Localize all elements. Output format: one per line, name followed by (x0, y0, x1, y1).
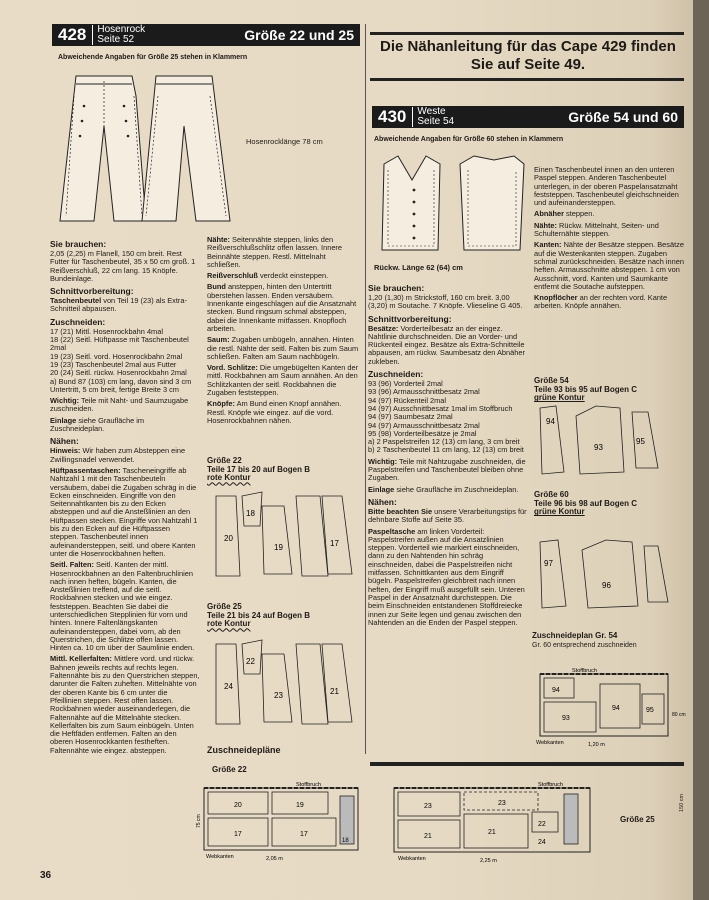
svg-text:94: 94 (552, 687, 560, 694)
svg-text:2,05 m: 2,05 m (266, 856, 283, 862)
piece-label-23: 23 (274, 691, 283, 700)
svg-text:1,20 m: 1,20 m (588, 742, 605, 748)
pattern-428-header (52, 24, 360, 46)
size-note: Abweichende Angaben für Größe 25 stehen in Klammern (58, 54, 248, 61)
plan-22-label: Größe 22 (212, 765, 247, 774)
instruction-paragraph: Nähte: Rückw. Mittelnaht, Seiten- und Schulternähte steppen. (534, 220, 659, 239)
svg-text:17: 17 (234, 831, 242, 838)
instruction-paragraph: Kanten: Nähte der Besätze steppen. Besätze auf die Westenkanten steppen. Zugaben schmal zurückschneiden. Besätze nach innen heften. Armausschnitte absteppen. 1 cm von Ausschnitt, vord. Kanten und Saumkante entfernt die Soutache aufsteppen. (534, 240, 684, 291)
piece-label-19: 19 (274, 543, 283, 552)
svg-text:75 cm: 75 cm (196, 814, 202, 828)
instruction-paragraph: Bund ansteppen, hinten den Untertritt überstehen lassen. Enden versäubern. Innenkante eingeschlagen auf die Ansatznaht stecken. Bund ringsum schmal absteppen, dabei die Innenkante mitfassen. Knopfloch arbeiten. (207, 282, 357, 333)
size-54-pieces (536, 402, 684, 480)
cut-list-item: 19 (23) Seitl. vord. Hosenrockbahn 2mal (50, 351, 183, 361)
svg-text:19: 19 (296, 802, 304, 809)
cut-list-item: 20 (24) Seitl. rückw. Hosenrockbahn 2mal (50, 368, 187, 378)
svg-text:23: 23 (498, 800, 506, 807)
skirt-length: Hosenrocklänge 78 cm (246, 137, 323, 146)
cut-list-item: a) 2 Paspelstreifen 12 (13) cm lang, 3 cm breit (368, 437, 520, 447)
cut-list-item: 94 (97) Saumbesatz 2mal (368, 412, 453, 422)
svg-text:21: 21 (424, 833, 432, 840)
cut-list-item: b) 2 Taschenbeutel 11 cm lang, 12 (13) cm breit (368, 445, 524, 455)
cutting-plan-54-heading: Zuschneideplan Gr. 54 (532, 631, 618, 640)
cut-list-item: 17 (21) Mittl. Hosenrockbahn 4mal (50, 326, 163, 336)
cut-list-item: 19 (23) Taschenbeutel 2mal aus Futter (50, 359, 177, 369)
skirt-illustration (54, 66, 244, 226)
svg-text:21: 21 (488, 829, 496, 836)
piece-label-17: 17 (330, 539, 339, 548)
instruction-paragraph: Vord. Schlitze: Die umgebügelten Kanten der mittl. Rockbahnen am Saum annähen. An den Schlitzkanten der seitl. Rockbahnen die Zugaben feststeppen. (207, 363, 359, 398)
size-22-info: Größe 22 Teile 17 bis 20 auf Bogen B rote Kontur (207, 456, 310, 483)
svg-text:96: 96 (602, 581, 611, 590)
size-25-pieces (212, 634, 360, 730)
cutting-plan-54-note: Gr. 60 entsprechend zuschneiden (532, 642, 637, 649)
svg-text:Webkanten: Webkanten (398, 856, 426, 862)
piece-label-20: 20 (224, 534, 233, 543)
svg-text:23: 23 (424, 803, 432, 810)
svg-text:97: 97 (544, 559, 553, 568)
svg-text:93: 93 (594, 443, 603, 452)
svg-text:Stoffbruch: Stoffbruch (296, 782, 321, 788)
svg-text:Webkanten: Webkanten (206, 854, 234, 860)
instruction-paragraph: Abnäher steppen. (534, 209, 595, 219)
vest-illustration (378, 150, 526, 260)
piece-label-22: 22 (246, 657, 255, 666)
svg-text:95: 95 (636, 437, 645, 446)
cut-list-item: 94 (97) Ausschnittbesatz 1mal im Stoffbruch (368, 403, 513, 413)
pattern-number: 428 (58, 25, 87, 44)
svg-text:24: 24 (538, 839, 546, 846)
instruction-paragraph: Reißverschluß verdeckt einsteppen. (207, 271, 329, 281)
svg-text:Stoffbruch: Stoffbruch (572, 668, 597, 674)
size-22-pieces (212, 486, 360, 582)
cut-list-item: 93 (96) Vorderteil 2mal (368, 379, 443, 389)
size-range-430: Größe 54 und 60 (568, 109, 678, 125)
instruction-paragraph: Einen Taschenbeutel innen an den unteren Paspel steppen. Anderen Taschenbeutel unterlegen, in der oberen Paspelansatznaht feststeppen. Taschenbeutel gleichschneiden und aufeinandersteppen. (534, 165, 679, 208)
svg-text:93: 93 (562, 715, 570, 722)
cut-list-item: 93 (96) Armausschnittbesatz 2mal (368, 387, 480, 397)
next-page-edge (693, 0, 709, 900)
column-divider (365, 24, 366, 754)
cutting-plans-heading: Zuschneidepläne (207, 745, 281, 755)
vest-length: Rückw. Länge 62 (64) cm (374, 263, 463, 272)
svg-text:Webkanten: Webkanten (536, 740, 564, 746)
pattern-title: Hosenrock Seite 52 (92, 25, 145, 45)
svg-text:95: 95 (646, 707, 654, 714)
ad-bottom-rule (370, 78, 684, 81)
size-60-info: Größe 60 Teile 96 bis 98 auf Bogen C grüne Kontur (534, 490, 637, 517)
left-column-2 (207, 236, 359, 428)
svg-text:94: 94 (612, 705, 620, 712)
cut-list-item: a) Bund 87 (103) cm lang, davon sind 3 cm Untertritt, 5 cm breit, fertige Breite 3 cm (50, 376, 192, 394)
plan-height: 150 cm (679, 793, 685, 812)
ad-top-rule (370, 32, 684, 35)
cut-list-item: 95 (98) Vorderteilbesätze je 2mal (368, 428, 477, 438)
instruction-paragraph: Saum: Zugaben umbügeln, annähen. Hinten die restl. Nähte der seitl. Falten bis zum Saum schließen. Falten am Saum nachbügeln. (207, 335, 359, 361)
instruction-paragraph: Nähte: Seitennähte steppen, links den Reißverschlußschlitz offen lassen. Innere Beinnähte steppen. Restl. Mittelnaht schließen. (207, 235, 343, 269)
size-54-info: Größe 54 Teile 93 bis 95 auf Bogen C grüne Kontur (534, 376, 637, 403)
size-note-430: Abweichende Angaben für Größe 60 stehen in Klammern (374, 136, 564, 143)
pattern-number-430: 430 (378, 107, 407, 126)
cutting-plan-22 (196, 782, 366, 862)
cut-list-item: 18 (22) Seitl. Hüftpasse mit Taschenbeutel 2mal (50, 335, 189, 353)
svg-text:80 cm: 80 cm (672, 712, 686, 718)
svg-text:Stoffbruch: Stoffbruch (538, 782, 563, 788)
svg-text:17: 17 (300, 831, 308, 838)
piece-label-24: 24 (224, 682, 233, 691)
left-column-1: Sie brauchen: 2,05 (2,25) m Flanell, 150 cm breit. Rest Futter für Taschenbeutel, 35 x 50 cm groß. 1 Reißverschluß, 22 cm lang. 15 Knöpfe. Bundeinlage. Schnittvorbereitung: Taschenbeutel von Teil 19 (23) als Extra-Schnitteil abpausen. Zuschneiden: 17 (21) Mittl. Hosenrockbahn 4mal 18 (22) Seitl. Hüftpasse mit Taschenbeutel 2mal 19 (23) Seitl. vord. Hosenrockbahn 2mal 19 (23) Taschenbeutel 2mal aus Futter 20 (24) Seitl. rückw. Hosenrockbahn 2mal a) Bund 87 (103) cm lang, davon sind 3 cm Untertritt, 5 cm breit, fertige Breite 3 cm Wichtig: Teile mit Naht- und Saumzugabe zuschneiden. Einlage siehe Graufläche im Zuschneideplan. Nähen: Hinweis: Wir haben zum Absteppen eine Zwillingsnadel verwendet. Hüftpassentaschen: Tascheneingriffe ab Nahtzahl 1 mit den Taschenbeuteln versäubern, dabei die Zugaben schräg in die Ecken einschneiden. Eingriffe von den Seitennahtkanten bis zu den Ecken absteppen und auf die Ansteßlinien an den Hüftpassen stecken. Eingriffe von Nahtzahl 1 bis zu den Ecken auf die Hüftpassen steppen. Taschenbeutel innen aufeinandersteppen, seitl. und obere Kanten unter die Hosenrockbahnen heften. Seitl. Falten: Seitl. Kanten der mittl. Hosenrockbahnen an den Faltenbruchlinien nach innen heften, bügeln. Kanten, die Ansteßlinien treffend, auf die seitl. Rockbahnen stecken und wie eingez. feststeppen. Beachten Sie dabei die unterschiedlichen Stepplinien für vorn und hinten. Innere Faltenlängskanten aufeinandersteppen, dabei vorn, ab den Querstrichen, die Schlitze offen lassen. Hinten ca. 10 cm über der Saumlinie enden. Mittl. Kellerfalten: Mittlere vord. und rückw. Bahnen jeweils rechts auf rechts legen. Faltennähte bis zu den Querstrichen steppen, darunter die Falten zuheften. Mittelnähte von der oberen Kante bis 6 cm unter die Pfeillinien steppen. Rest offen lassen. Rockbahnen wieder auseinanderlegen, die Faltennähte auf die Mittelnähte stecken. Kellerfalten bis zum Saum einbügeln. Unten die Heftfäden entfernen. Falten an den oberen Hosenrockkanten festheften. Faltennähte wie eingez. absteppen. (50, 239, 200, 755)
piece-label-21: 21 (330, 687, 339, 696)
svg-text:18: 18 (342, 838, 349, 844)
svg-text:20: 20 (234, 802, 242, 809)
instruction-paragraph: Knopflöcher an der rechten vord. Kante arbeiten. Knöpfe annähen. (534, 293, 668, 311)
size-range: Größe 22 und 25 (244, 27, 354, 43)
right-column-1: Sie brauchen: 1,20 (1,30) m Strickstoff, 160 cm breit. 3,00 (3,20) m Soutache. 7 Knöpfe. Vlieseline G 405. Schnittvorbereitung: Besätze: Vorderteilbesatz an der eingez. Nahtlinie durchschneiden. Die an Vorder- und Rückenteil eingez. Besätze als Extra-Schnitteile abpausen, am rückw. Saumbesatz den Abnäher zukleben. Zuschneiden: 93 (96) Vorderteil 2mal 93 (96) Armausschnittbesatz 2mal 94 (97) Rückenteil 2mal 94 (97) Ausschnittbesatz 1mal im Stoffbruch 94 (97) Saumbesatz 2mal 94 (97) Armausschnittbesatz 2mal 95 (98) Vorderteilbesätze je 2mal a) 2 Paspelstreifen 12 (13) cm lang, 3 cm breit b) 2 Taschenbeutel 11 cm lang, 12 (13) cm breit Wichtig: Teile mit Nahtzugabe zuschneiden, die Paspelstreifen und Taschenbeutel bleiben ohne Zugaben. Einlage siehe Graufläche im Zuschneideplan. Nähen: Bitte beachten Sie unsere Verarbeitungstips für dehnbare Stoffe auf Seite 35. Paspeltasche am linken Vorderteil: Paspelstreifen außen auf die Ansatzlinien steppen. Vorderteil wie markiert einschneiden, dann zu den Nahtenden hin schräg einschneiden, dabei die Paspelstreifen nicht mitfassen. Schnittkanten aus dem Eingriff bügeln. Paspelstreifen gleichbreit nach innen heften, der Eingriff muß ausgefüllt sein. Unteren Paspel in der Ansatznaht durchsteppen. Die beim Einschneiden entstandenen Stoffdreiecke innen zur Seite legen und genau zwischen den Nahtenden an die Enden der Paspel steppen. (368, 283, 527, 627)
cape-notice: Die Nähanleitung für das Cape 429 finden Sie auf Seite 49. (380, 38, 676, 73)
cutting-plan-25 (388, 782, 598, 866)
pattern-title-430: Weste Seite 54 (412, 107, 454, 127)
svg-text:2,25 m: 2,25 m (480, 858, 497, 864)
right-column-2 (534, 166, 684, 314)
pattern-430-header (372, 106, 684, 128)
plan-25-label: Größe 25 (620, 815, 655, 824)
cutting-plan-54 (530, 664, 686, 750)
instruction-paragraph: Knöpfe: Am Bund einen Knopf annähen. Restl. Knöpfe wie eingez. auf die vord. Hosenrockbahnen nähen. (207, 399, 342, 425)
svg-text:22: 22 (538, 821, 546, 828)
page-number: 36 (40, 870, 52, 881)
svg-text:94: 94 (546, 417, 555, 426)
cut-list-item: 94 (97) Armausschnittbesatz 2mal (368, 420, 480, 430)
size-60-pieces (536, 536, 684, 614)
bottom-rule (370, 762, 684, 766)
size-25-info: Größe 25 Teile 21 bis 24 auf Bogen B rote Kontur (207, 602, 310, 629)
piece-label-18: 18 (246, 509, 255, 518)
cut-list-item: 94 (97) Rückenteil 2mal (368, 395, 447, 405)
